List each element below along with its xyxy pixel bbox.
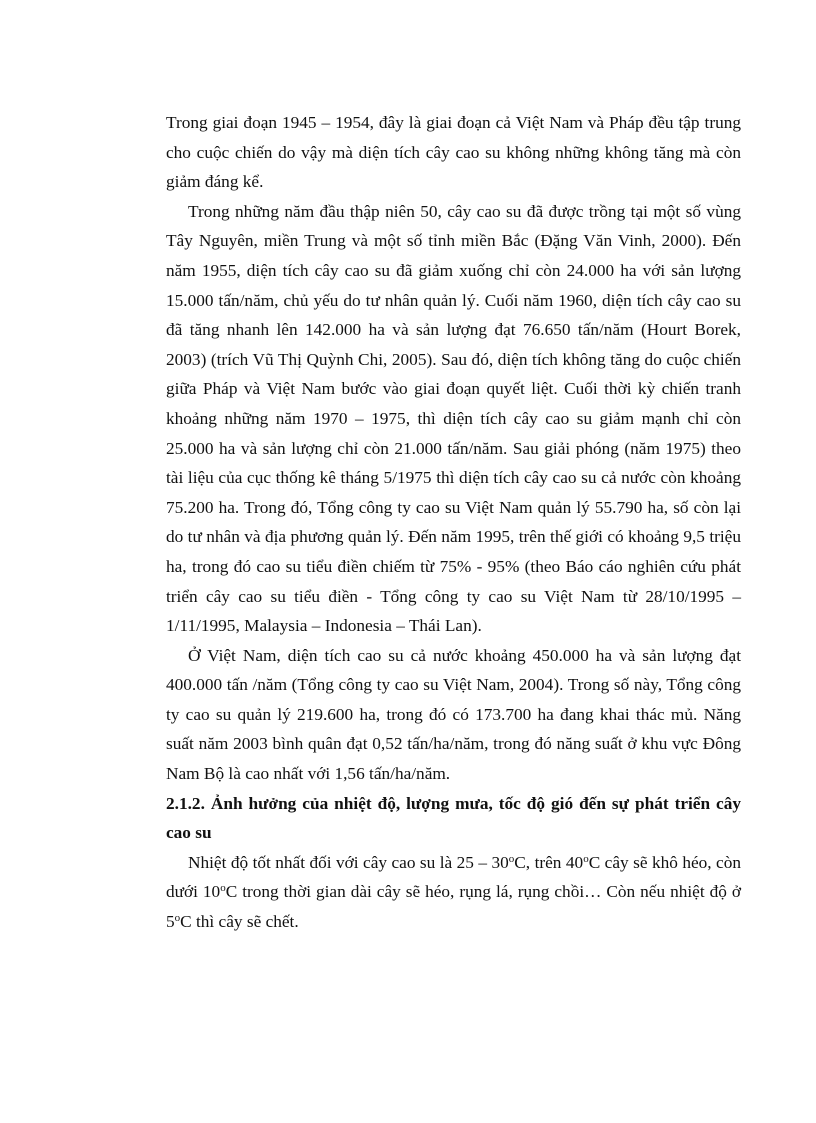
document-body (166, 108, 741, 937)
p4-text-2: C, trên 40 (514, 852, 584, 872)
degree-superscript-2: o (583, 852, 589, 865)
p4-text-3: C cây sẽ khô héo, còn dưới 10 (166, 852, 741, 902)
p4-text-5: C thì cây sẽ chết. (180, 912, 299, 932)
section-heading: 2.1.2. Ảnh hưởng của nhiệt độ, lượng mưa, tốc độ gió đến sự phát triển cây cao su (166, 793, 741, 843)
degree-superscript-3: o (220, 882, 226, 895)
p4-text-4: C trong thời gian dài cây sẽ héo, rụng lá, rụng chồi… Còn nếu nhiệt độ ở 5 (166, 882, 741, 932)
paragraph-3: Ở Việt Nam, diện tích cao su cả nước khoảng 450.000 ha và sản lượng đạt 400.000 tấn /năm (Tổng công ty cao su Việt Nam, 2004). Trong số này, Tổng công ty cao su quản lý 219.600 ha, trong đó có 173.700 ha đang khai thác mủ. Năng suất năm 2003 bình quân đạt 0,52 tấn/ha/năm, trong đó năng suất ở khu vực Đông Nam Bộ là cao nhất với 1,56 tấn/ha/năm. (166, 645, 741, 784)
paragraph-2: Trong những năm đầu thập niên 50, cây cao su đã được trồng tại một số vùng Tây Nguyên, miền Trung và một số tỉnh miền Bắc (Đặng Văn Vinh, 2000). Đến năm 1955, diện tích cây cao su đã giảm xuống chỉ còn 24.000 ha với sản lượng 15.000 tấn/năm, chủ yếu do tư nhân quản lý. Cuối năm 1960, diện tích cây cao su đã tăng nhanh lên 142.000 ha và sản lượng đạt 76.650 tấn/năm (Hourt Borek, 2003) (trích Vũ Thị Quỳnh Chi, 2005). Sau đó, diện tích không tăng do cuộc chiến giữa Pháp và Việt Nam bước vào giai đoạn quyết liệt. Cuối thời kỳ chiến tranh khoảng những năm 1970 – 1975, thì diện tích cây cao su giảm mạnh chỉ còn 25.000 ha và sản lượng chỉ còn 21.000 tấn/năm. Sau giải phóng (năm 1975) theo tài liệu của cục thống kê tháng 5/1975 thì diện tích cây cao su cả nước còn khoảng 75.200 ha. Trong đó, Tổng công ty cao su Việt Nam quản lý 55.790 ha, số còn lại do tư nhân và địa phương quản lý. Đến năm 1995, trên thế giới có khoảng 9,5 triệu ha, trong đó cao su tiểu điền chiếm từ 75% - 95% (theo Báo cáo nghiên cứu phát triển cây cao su tiểu điền - Tổng công ty cao su Việt Nam từ 28/10/1995 – 1/11/1995, Malaysia – Indonesia – Thái Lan). (166, 201, 741, 636)
p4-text-1: Nhiệt độ tốt nhất đối với cây cao su là 25 – 30 (188, 852, 509, 872)
degree-superscript-4: o (174, 911, 181, 924)
paragraph-4 (166, 848, 741, 937)
paragraph-1: Trong giai đoạn 1945 – 1954, đây là giai đoạn cả Việt Nam và Pháp đều tập trung cho cuộc chiến do vậy mà diện tích cây cao su không những không tăng mà còn giảm đáng kể. (166, 113, 741, 192)
degree-superscript-1: o (508, 852, 515, 865)
